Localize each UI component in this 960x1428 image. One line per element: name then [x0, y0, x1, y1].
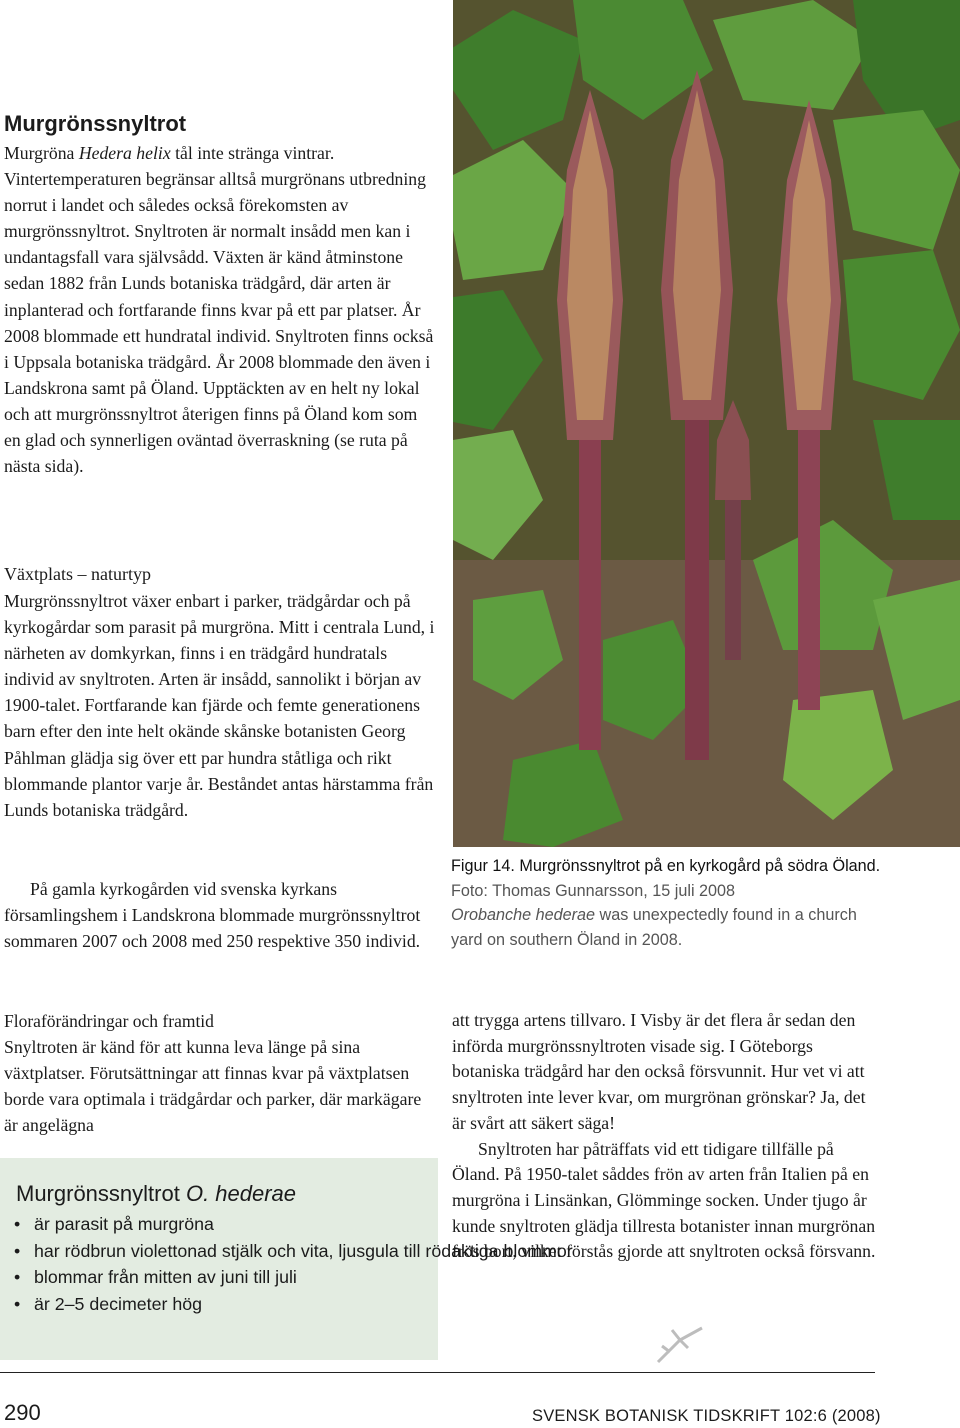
fact-item: • har rödbrun violettonad stjälk och vita, ljusgula till rödaktiga blommor — [14, 1238, 573, 1265]
caption-credit: Foto: Thomas Gunnarsson, 15 juli 2008 — [451, 881, 736, 900]
fact-item: • blommar från mitten av juni till juli — [14, 1264, 573, 1291]
page-number: 290 — [4, 1400, 41, 1425]
right-paragraph-1: att trygga artens tillvaro. I Visby är det flera år sedan den införda murgrönssnyltroten visade sig. I Göteborgs botaniska trädgård har den också försvunnit. Hur vet vi att snyltroten inte lever kvar, om murgrönan grönskar? Ja, det är svårt att säkert säga! — [452, 1010, 866, 1133]
fact-box-title — [16, 1180, 296, 1208]
section-heading-future: Floraförändringar och framtid — [4, 1011, 214, 1031]
plant-photo — [453, 0, 960, 847]
article-heading: Murgrönssnyltrot — [4, 111, 187, 136]
intro-text-a: Murgröna — [4, 143, 79, 163]
right-column-text — [452, 1008, 882, 1265]
fact-item: • är parasit på murgröna — [14, 1211, 573, 1238]
fact-item: • är 2–5 decimeter hög — [14, 1291, 573, 1318]
habitat-paragraph-2: På gamla kyrkogården vid svenska kyrkans församlingshem i Landskrona blommade murgrönssnyltrot sommaren 2007 och 2008 med 250 respektive 350 individ. — [4, 879, 421, 952]
journal-name: SVENSK BOTANISK TIDSKRIFT 102:6 (2008) — [532, 1407, 881, 1425]
right-paragraph-2: Snyltroten har påträffats vid ett tidigare tillfälle på Öland. På 1950-talet såddes frön av arten från Italien på en murgröna i Linsänkan, Glömminge socken. Under tjugo år kunde snyltroten glädja tillresta botanister innan murgrönan frös bort, vilket förstås gjorde att snyltroten också försvann. — [452, 1138, 876, 1262]
caption-english: was unexpectedly found in a church yard on southern Öland in 2008. — [451, 906, 857, 949]
intro-text-b: tål inte stränga vintrar. Vintertemperaturen begränsar alltså murgrönans utbredning norrut i landet och således också förekomsten av murgrönssnyltrot. Snyltroten är normalt insådd men kan i undantagsfall vara självsådd. Växten är känd åtminstone sedan 1882 från Lunds botaniska trädgård, där arten är inplanterad och fortfarande finns kvar på ett par platser. År 2008 blommade ett hundratal individ. Snyltroten finns också i Uppsala botaniska trädgård. År 2008 blommade den även i Landskrona samt på Öland. Upptäckten av en helt ny lokal och att murgrönssnyltrot återigen finns på Öland kom som en glad och synnerligen oväntad överraskning (se ruta på nästa sida). — [4, 143, 434, 477]
habitat-paragraph-1: Murgrönssnyltrot växer enbart i parker, trädgårdar och på kyrkogårdar som parasit på murgröna. Mitt i centrala Lund, i närheten av domkyrkan, finns i en trädgård hundratals individ av snyltroten. Arten är insådd, sannolikt i början av 1900-talet. Fortfarande kan fjärde och femte generationens barn efter den inte helt okände skånske botanisten Georg Påhlman glädja sig över ett par hundra ståtliga och rikt blommande plantor varje år. Beståndet antas härstamma från Lunds botaniska trädgård. — [4, 591, 435, 820]
intro-scientific-name: Hedera helix — [78, 143, 171, 163]
intro-paragraph — [4, 140, 436, 479]
fact-box-title-italic: O. hederae — [185, 1181, 297, 1206]
footer-rule — [0, 1372, 875, 1373]
section-heading-habitat: Växtplats – naturtyp — [4, 564, 151, 584]
caption-scientific-name: Orobanche hederae — [451, 906, 595, 925]
plant-sketch-icon — [650, 1318, 710, 1370]
future-paragraph: Snyltroten är känd för att kunna leva länge på sina växtplatser. Förutsättningar att finnas kvar på växtplatsen borde vara optimala i trädgårdar och parker, där markägare är angelägna — [4, 1037, 422, 1136]
figure-caption — [451, 854, 891, 952]
fact-box-title-text: Murgrönssnyltrot — [16, 1181, 186, 1206]
caption-label: Figur 14. Murgrönssnyltrot på en kyrkogård på södra Öland. — [451, 857, 881, 875]
